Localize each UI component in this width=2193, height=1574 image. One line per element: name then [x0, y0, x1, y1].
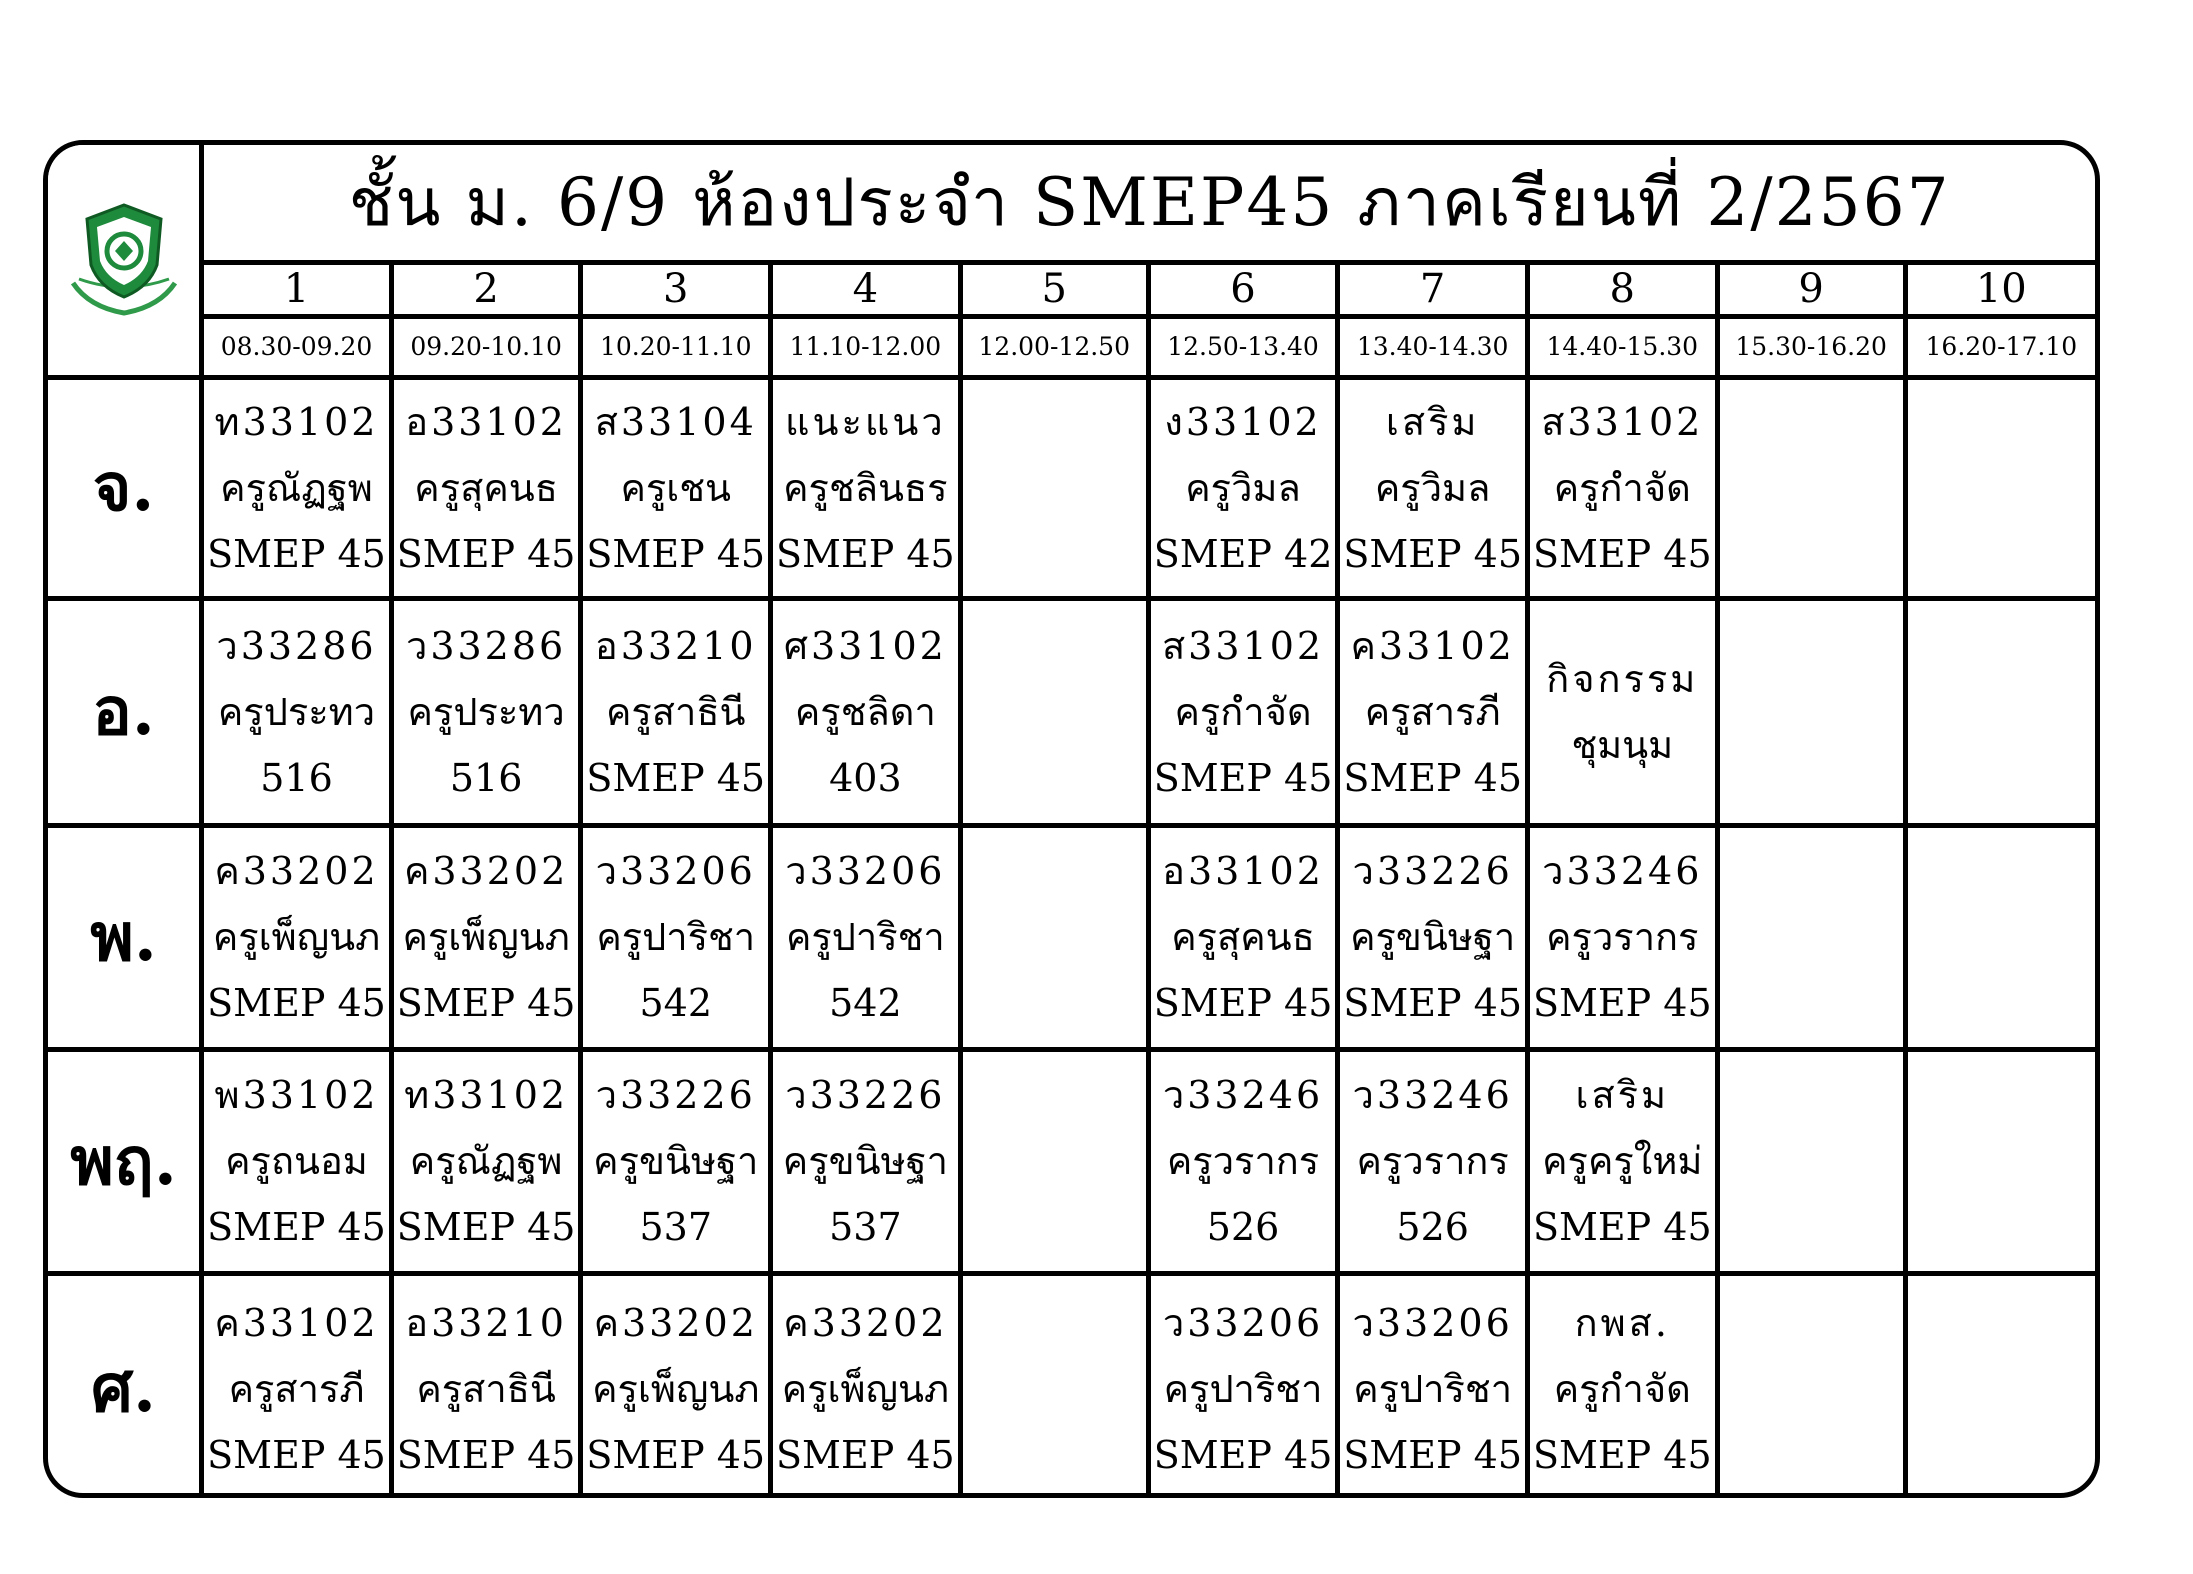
class-slot	[1148, 377, 1338, 598]
room-label: SMEP 45	[586, 531, 766, 576]
subject-code: ว33226	[785, 1073, 946, 1117]
room-label: SMEP 45	[776, 1432, 955, 1477]
class-slot	[1905, 825, 2095, 1049]
subject-code: อ33102	[405, 399, 567, 444]
class-slot	[202, 598, 392, 825]
class-slot	[202, 825, 392, 1049]
subject-code: ส33104	[594, 399, 757, 444]
period-number: 6	[1148, 262, 1338, 316]
subject-code: ค33202	[214, 849, 379, 893]
room-label: SMEP 45	[1532, 981, 1712, 1025]
page-title: ชั้น ม. 6/9 ห้องประจำ SMEP45 ภาคเรียนที่ 2/2567	[202, 145, 2095, 262]
class-slot	[960, 377, 1148, 598]
class-slot	[1717, 598, 1905, 825]
teacher-name: ครูประทว	[407, 689, 565, 734]
day-row	[48, 825, 2095, 1049]
teacher-name: ครูปาริชา	[1163, 1366, 1323, 1411]
class-slot	[960, 598, 1148, 825]
timetable-frame	[43, 140, 2100, 1498]
class-slot	[202, 1049, 392, 1273]
subject-code: ว33286	[405, 623, 567, 668]
teacher-name: ครูสาธินี	[416, 1366, 556, 1411]
subject-code: ว33246	[1162, 1073, 1324, 1117]
room-label: SMEP 45	[1343, 1432, 1522, 1477]
teacher-name: ครูเชน	[620, 465, 732, 510]
class-slot	[581, 1049, 771, 1273]
period-number: 8	[1527, 262, 1717, 316]
timetable	[48, 145, 2095, 1498]
room-label: 516	[449, 755, 523, 800]
teacher-name: ครูกำจัด	[1553, 465, 1691, 510]
room-label: SMEP 45	[1153, 1432, 1333, 1477]
room-label: SMEP 45	[207, 1205, 386, 1249]
period-time: 16.20-17.10	[1905, 316, 2095, 377]
class-slot	[1905, 1049, 2095, 1273]
class-slot	[581, 377, 771, 598]
room-label: SMEP 45	[1343, 531, 1522, 576]
subject-code: ว33206	[595, 849, 756, 893]
teacher-name: ครูเพ็ญนภ	[781, 1366, 949, 1411]
class-slot	[581, 825, 771, 1049]
room-label: SMEP 45	[1343, 755, 1522, 800]
teacher-name: ครูกำจัด	[1553, 1366, 1691, 1411]
teacher-name: ครูณัฏฐพ	[409, 1139, 563, 1183]
period-time: 08.30-09.20	[202, 316, 392, 377]
subject-code: ค33202	[783, 1300, 948, 1345]
teacher-name: ครูวิมล	[1185, 465, 1301, 510]
teacher-name: ครูวรากร	[1356, 1139, 1509, 1183]
teacher-name: ครูสาธินี	[605, 689, 746, 734]
subject-code: ว33246	[1352, 1073, 1513, 1117]
class-slot	[1905, 377, 2095, 598]
period-time-row	[48, 316, 2095, 377]
period-time: 14.40-15.30	[1527, 316, 1717, 377]
class-slot	[1148, 1273, 1338, 1498]
subject-code: เสริม	[1385, 399, 1480, 444]
class-slot	[391, 1273, 581, 1498]
room-label: SMEP 45	[207, 531, 386, 576]
room-label: SMEP 45	[586, 755, 766, 800]
room-label: SMEP 45	[396, 1205, 576, 1249]
class-slot	[771, 377, 961, 598]
teacher-name: ครูวรากร	[1546, 915, 1699, 959]
room-label: 542	[829, 981, 902, 1025]
period-number: 2	[391, 262, 581, 316]
teacher-name: ครูณัฏฐพ	[220, 465, 373, 510]
period-time: 12.00-12.50	[960, 316, 1148, 377]
class-slot	[1527, 825, 1717, 1049]
teacher-name: ครูปาริชา	[596, 915, 756, 959]
day-label: จ.	[48, 377, 202, 598]
class-slot	[1338, 598, 1528, 825]
day-row	[48, 1049, 2095, 1273]
period-number-row	[48, 262, 2095, 316]
subject-code: ว33226	[1352, 849, 1513, 893]
period-time: 12.50-13.40	[1148, 316, 1338, 377]
class-slot	[581, 598, 771, 825]
teacher-name: ครูครูใหม่	[1542, 1139, 1703, 1183]
teacher-name: ครูขนิษฐา	[1350, 915, 1516, 959]
room-label: 542	[639, 981, 712, 1025]
class-slot	[960, 825, 1148, 1049]
subject-code: ค33202	[593, 1300, 758, 1345]
teacher-name: ครูกำจัด	[1174, 689, 1312, 734]
subject-code: ค33102	[1350, 623, 1515, 668]
class-slot	[1148, 825, 1338, 1049]
day-row	[48, 377, 2095, 598]
day-label: อ.	[48, 598, 202, 825]
period-number: 4	[771, 262, 961, 316]
room-label: 526	[1206, 1205, 1280, 1249]
day-row	[48, 1273, 2095, 1498]
subject-code: ว33226	[595, 1073, 756, 1117]
subject-code: ว33286	[216, 623, 377, 668]
class-slot	[1717, 1049, 1905, 1273]
period-number: 7	[1338, 262, 1528, 316]
class-slot	[1338, 1273, 1528, 1498]
teacher-name: ครูวิมล	[1374, 465, 1491, 510]
teacher-name: ครูสารภี	[228, 1366, 365, 1411]
teacher-name: ครูขนิษฐา	[593, 1139, 759, 1183]
class-slot	[391, 598, 581, 825]
subject-code: ท33102	[404, 1073, 569, 1117]
teacher-name: ครูวรากร	[1166, 1139, 1320, 1183]
subject-code: ศ33102	[783, 623, 947, 668]
class-slot	[960, 1273, 1148, 1498]
day-label: ศ.	[48, 1273, 202, 1498]
subject-code: อ33102	[1162, 849, 1324, 893]
class-slot	[1717, 825, 1905, 1049]
class-slot	[771, 825, 961, 1049]
period-time: 15.30-16.20	[1717, 316, 1905, 377]
class-slot	[771, 1273, 961, 1498]
room-label: SMEP 45	[396, 1432, 576, 1477]
room-label: SMEP 45	[396, 981, 576, 1025]
room-label: SMEP 45	[776, 531, 955, 576]
period-number: 1	[202, 262, 392, 316]
period-time: 13.40-14.30	[1338, 316, 1528, 377]
teacher-name: ครูเพ็ญนภ	[212, 915, 381, 959]
subject-code: อ33210	[594, 623, 757, 668]
subject-code: ว33206	[785, 849, 946, 893]
teacher-name: ครูปาริชา	[1353, 1366, 1513, 1411]
class-slot	[1905, 598, 2095, 825]
room-label: 537	[639, 1205, 712, 1249]
day-label: พ.	[48, 825, 202, 1049]
subject-code: เสริม	[1575, 1073, 1670, 1117]
room-label: SMEP 45	[1343, 981, 1522, 1025]
class-slot	[391, 377, 581, 598]
period-number: 5	[960, 262, 1148, 316]
day-label: พฤ.	[48, 1049, 202, 1273]
teacher-name: ครูสารภี	[1364, 689, 1501, 734]
room-label: SMEP 45	[1532, 531, 1712, 576]
room-label: 537	[829, 1205, 902, 1249]
subject-code: กพส.	[1574, 1300, 1670, 1345]
class-slot	[1527, 377, 1717, 598]
class-slot	[1527, 1049, 1717, 1273]
subject-code: กิจกรรม	[1546, 656, 1699, 701]
room-label: 526	[1396, 1205, 1469, 1249]
subject-code: ส33102	[1161, 623, 1325, 668]
room-label: SMEP 45	[1153, 981, 1333, 1025]
class-slot	[391, 1049, 581, 1273]
period-time: 11.10-12.00	[771, 316, 961, 377]
subject-code: ท33102	[214, 399, 379, 444]
class-slot	[391, 825, 581, 1049]
class-slot	[1148, 598, 1338, 825]
room-label: SMEP 45	[1153, 755, 1333, 800]
class-slot	[1905, 1273, 2095, 1498]
subject-code: อ33210	[405, 1300, 567, 1345]
teacher-name: ครูประทว	[217, 689, 376, 734]
teacher-name: ครูเพ็ญนภ	[592, 1366, 760, 1411]
room-label: SMEP 45	[207, 1432, 386, 1477]
class-slot	[771, 598, 961, 825]
teacher-name: ครูสุคนธ	[1171, 915, 1315, 959]
period-number: 9	[1717, 262, 1905, 316]
teacher-name: ครูถนอม	[225, 1139, 368, 1183]
class-slot	[1717, 1273, 1905, 1498]
class-slot	[1338, 1049, 1528, 1273]
class-slot	[1527, 1273, 1717, 1498]
period-time: 09.20-10.10	[391, 316, 581, 377]
subject-code: ว33246	[1542, 849, 1703, 893]
teacher-name: ครูชลิดา	[794, 689, 936, 734]
teacher-name: ครูขนิษฐา	[782, 1139, 948, 1183]
subject-code: ว33206	[1162, 1300, 1324, 1345]
class-slot	[960, 1049, 1148, 1273]
subject-code: ส33102	[1541, 399, 1704, 444]
room-label: SMEP 45	[1532, 1205, 1712, 1249]
class-slot	[1148, 1049, 1338, 1273]
teacher-name: ครูสุคนธ	[414, 465, 558, 510]
class-slot	[1338, 825, 1528, 1049]
class-slot	[1717, 377, 1905, 598]
day-row	[48, 598, 2095, 825]
subject-code: ค33202	[403, 849, 569, 893]
class-slot	[202, 1273, 392, 1498]
school-logo-cell	[48, 145, 202, 377]
room-label: 516	[260, 755, 333, 800]
school-crest-icon	[59, 195, 189, 325]
subject-code: ง33102	[1164, 399, 1322, 444]
subject-code: ว33206	[1352, 1300, 1513, 1345]
room-label: SMEP 45	[396, 531, 576, 576]
class-slot	[202, 377, 392, 598]
subject-code: พ33102	[214, 1073, 379, 1117]
room-label: SMEP 45	[1532, 1432, 1712, 1477]
class-slot	[1527, 598, 1717, 825]
teacher-name: ครูเพ็ญนภ	[402, 915, 570, 959]
teacher-name: ชุมนุม	[1571, 722, 1674, 767]
class-slot	[581, 1273, 771, 1498]
room-label: 403	[829, 755, 902, 800]
subject-code: แนะแนว	[785, 399, 946, 444]
teacher-name: ครูชลินธร	[783, 465, 948, 510]
period-time: 10.20-11.10	[581, 316, 771, 377]
class-slot	[1338, 377, 1528, 598]
period-number: 10	[1905, 262, 2095, 316]
period-number: 3	[581, 262, 771, 316]
room-label: SMEP 42	[1153, 531, 1333, 576]
class-slot	[771, 1049, 961, 1273]
subject-code: ค33102	[214, 1300, 379, 1345]
teacher-name: ครูปาริชา	[785, 915, 945, 959]
room-label: SMEP 45	[207, 981, 386, 1025]
room-label: SMEP 45	[586, 1432, 766, 1477]
